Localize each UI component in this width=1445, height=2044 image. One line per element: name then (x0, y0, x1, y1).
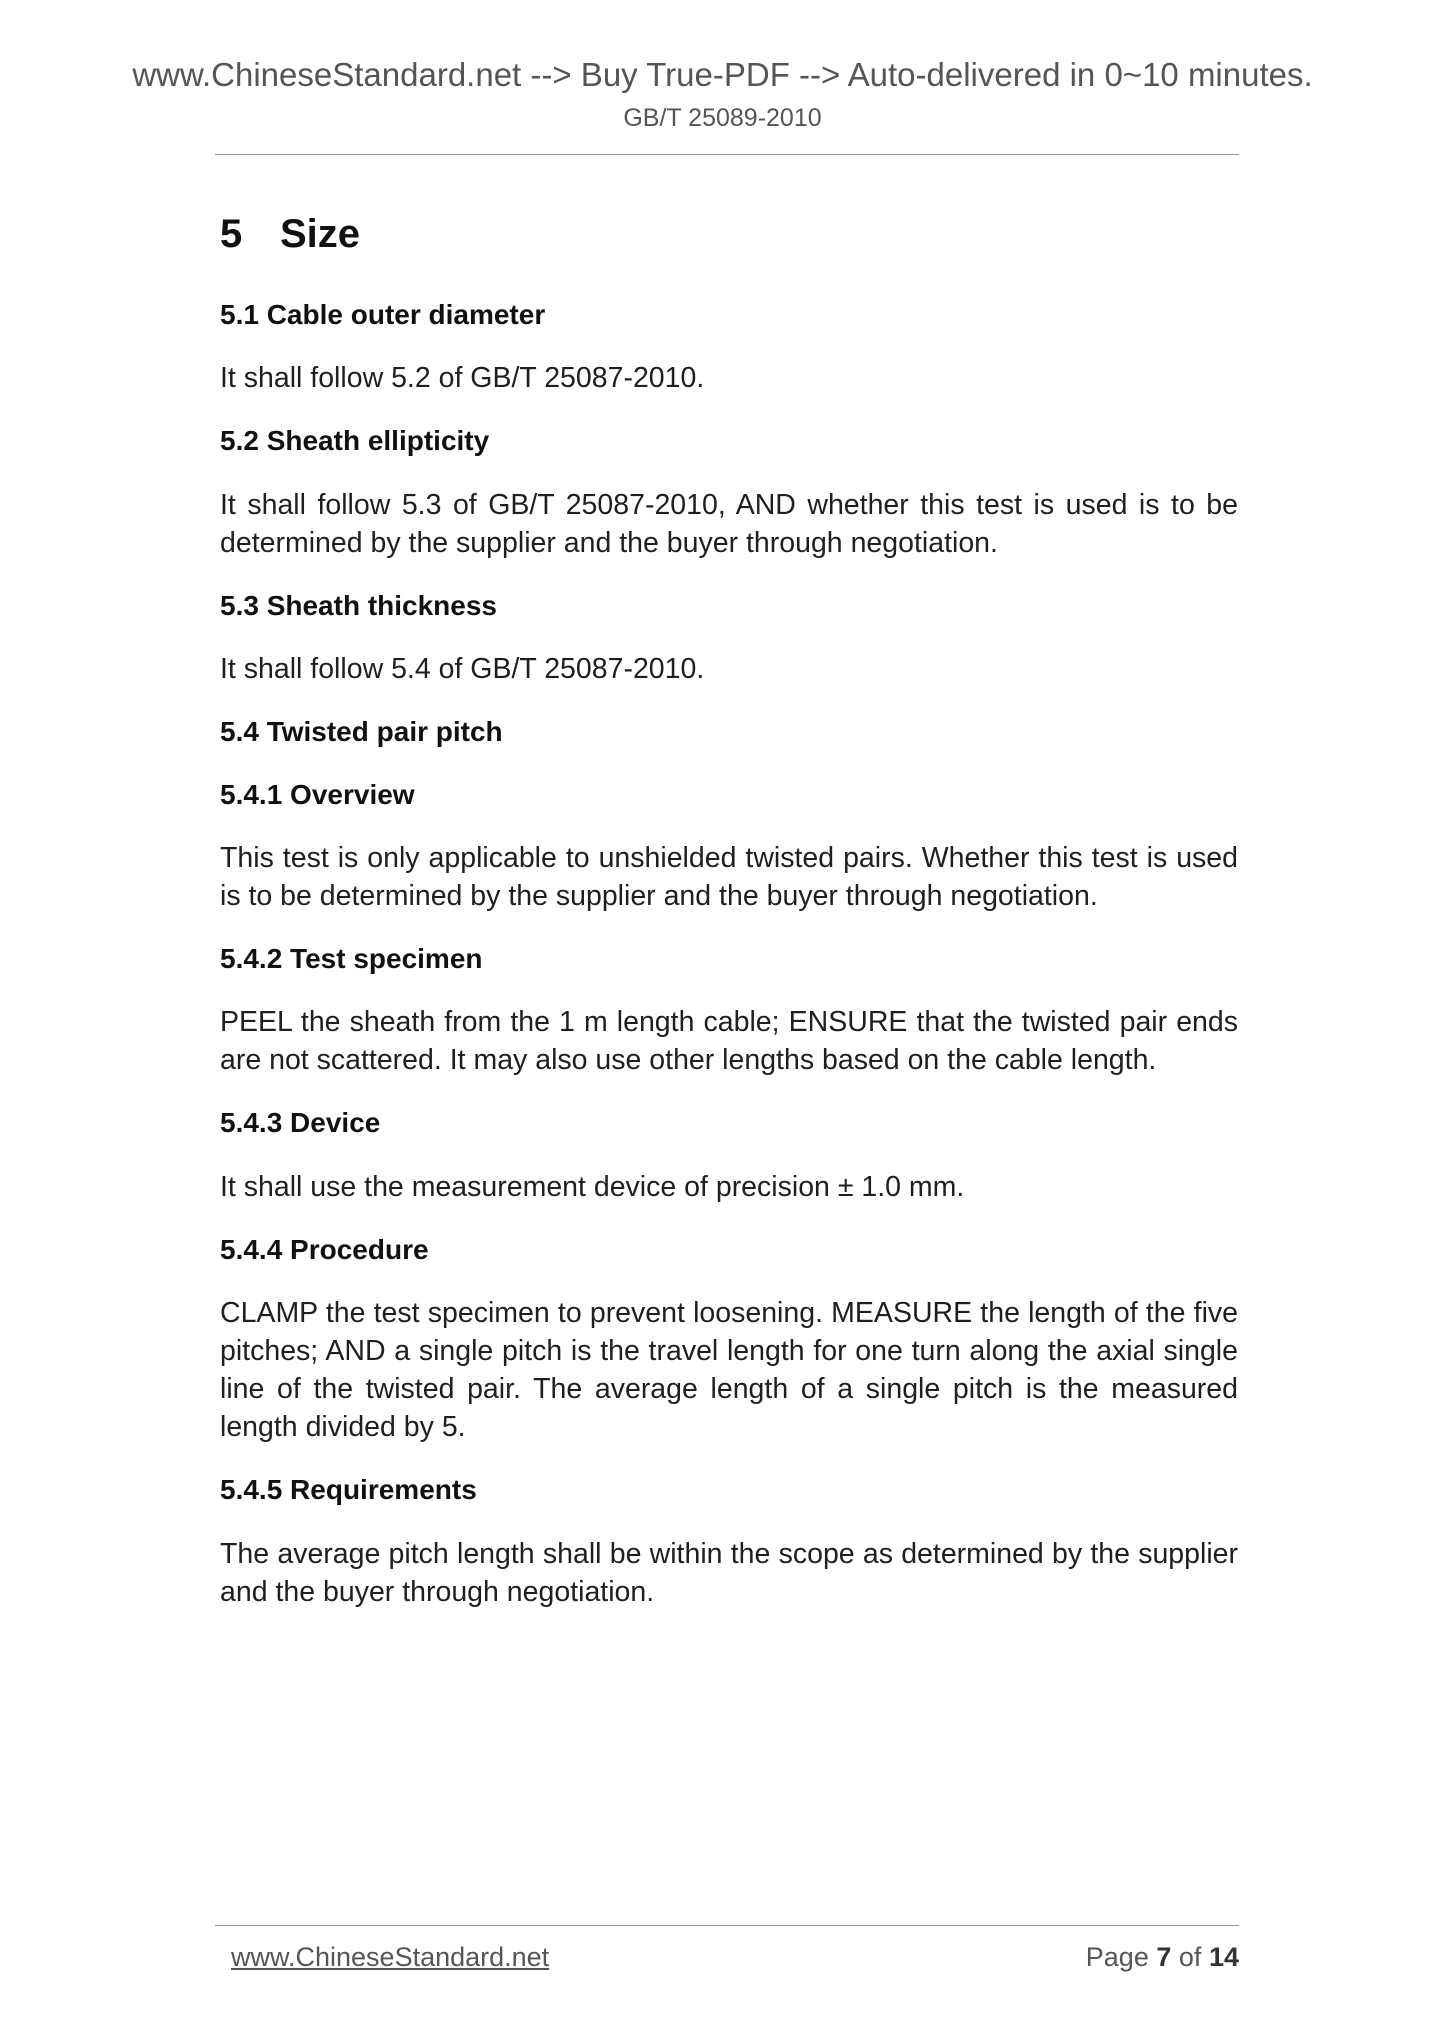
page-content (220, 212, 1238, 1637)
page-label: Page (1085, 1942, 1149, 1972)
section-heading (220, 212, 1238, 257)
section-number: 5 (220, 212, 243, 256)
subsection-heading: 5.4.3 Device (220, 1107, 381, 1139)
document-number: GB/T 25089-2010 (623, 104, 822, 132)
footer-divider (215, 1925, 1239, 1926)
subsection-text: It shall follow 5.2 of GB/T 25087-2010. (220, 362, 705, 395)
page-current: 7 (1156, 1942, 1172, 1972)
subsection-heading: 5.4.4 Procedure (220, 1233, 429, 1265)
subsection-heading: 5.4.2 Test specimen (220, 942, 483, 974)
subsection-text: PEEL the sheath from the 1 m length cable; ENSURE that the twisted pair ends are not scattered. It may also use other lengths based on the cable length. (220, 1006, 1238, 1077)
subsection-heading: 5.2 Sheath ellipticity (220, 425, 490, 457)
subsection-heading: 5.1 Cable outer diameter (220, 299, 546, 330)
footer-website-link[interactable]: www.ChineseStandard.net (231, 1942, 550, 1972)
subsection-text: This test is only applicable to unshielded twisted pairs. Whether this test is used is to be determined by the supplier and the buyer through negotiation. (220, 841, 1238, 912)
section-title: Size (280, 212, 361, 256)
subsection-heading: 5.4 Twisted pair pitch (220, 716, 503, 748)
subsection-heading: 5.4.1 Overview (220, 778, 415, 810)
header-banner: www.ChineseStandard.net --> Buy True-PDF --> Auto-delivered in 0~10 minutes. (132, 56, 1313, 93)
subsection-heading: 5.3 Sheath thickness (220, 589, 498, 621)
header-divider (215, 154, 1239, 155)
page-total: 14 (1208, 1942, 1239, 1972)
page-of-label: of (1178, 1942, 1202, 1972)
subsection-text: It shall use the measurement device of precision ± 1.0 mm. (220, 1170, 965, 1203)
subsection-text: It shall follow 5.3 of GB/T 25087-2010, AND whether this test is used is to be determined by the supplier and the buyer through negotiation. (220, 488, 1238, 559)
subsection-text: CLAMP the test specimen to prevent loosening. MEASURE the length of the five pitches; AND a single pitch is the travel length for one turn along the axial single line of the twisted pair. The average length of a single pitch is the measured length divided by 5. (220, 1297, 1238, 1444)
subsection-text: It shall follow 5.4 of GB/T 25087-2010. (220, 653, 705, 686)
page-indicator (1086, 1942, 1239, 1973)
subsection-text: The average pitch length shall be within the scope as determined by the supplier and the buyer through negotiation. (220, 1537, 1238, 1608)
subsection-heading: 5.4.5 Requirements (220, 1474, 477, 1506)
